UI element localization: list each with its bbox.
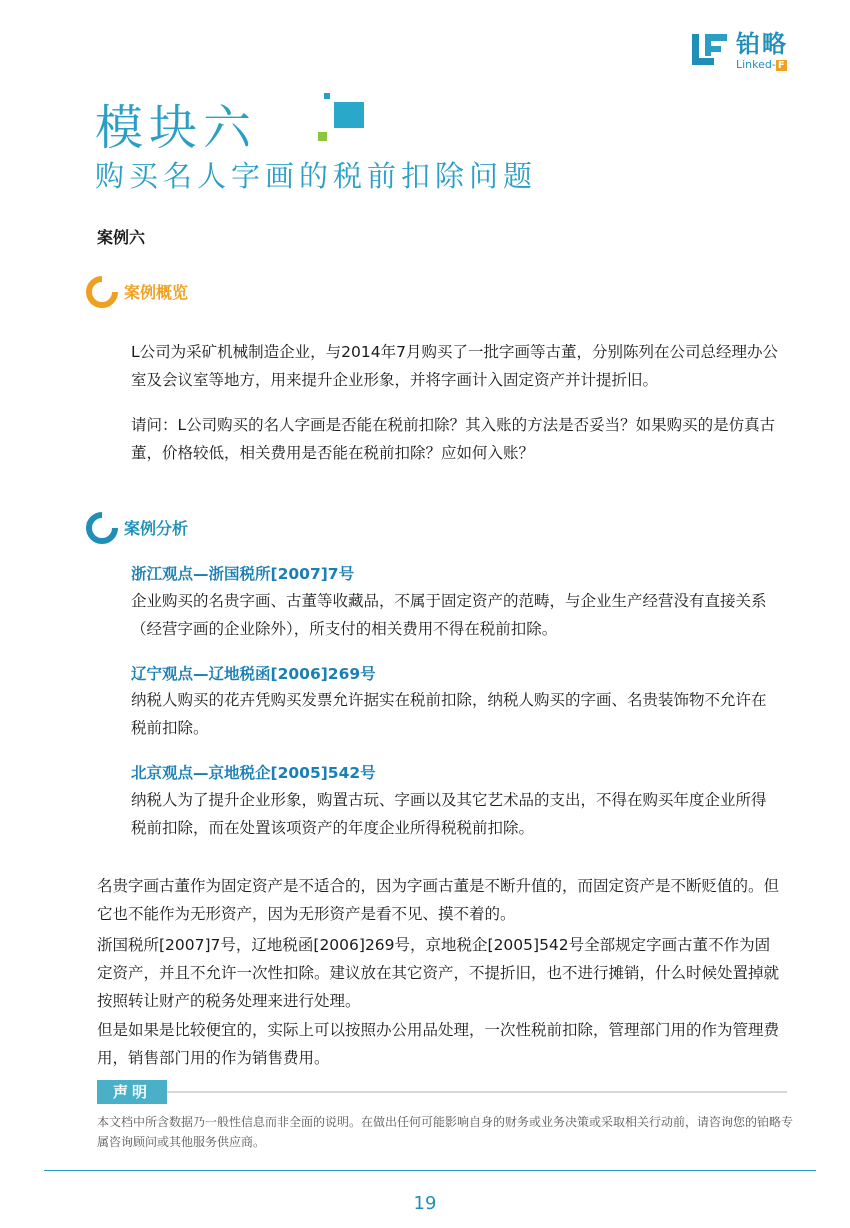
conclusion-paragraph-1: 名贵字画古董作为固定资产是不适合的，因为字画古董是不断升值的，而固定资产是不断贬值的。但它也不能作为无形资产，因为无形资产是看不见、摸不着的。 <box>97 877 780 923</box>
view-title-liaoning: 辽宁观点—辽地税函[2006]269号 <box>131 665 376 683</box>
view-text-zhejiang: 企业购买的名贵字画、古董等收藏品，不属于固定资产的范畴，与企业生产经营没有直接关系（经营字画的企业除外），所支付的相关费用不得在税前扣除。 <box>131 592 767 638</box>
analysis-heading: 案例分析 <box>124 519 189 538</box>
logo-chinese-name: 铂略 <box>736 30 788 58</box>
overview-paragraph-2: 请问：L公司购买的名人字画是否能在税前扣除？其入账的方法是否妥当？如果购买的是仿真古董，价格较低，相关费用是否能在税前扣除？应如何入账？ <box>131 416 776 462</box>
statement-bar <box>97 1080 787 1102</box>
view-text-liaoning: 纳税人购买的花卉凭购买发票允许据实在税前扣除，纳税人购买的字画、名贵装饰物不允许在税前扣除。 <box>131 691 767 737</box>
statement-divider <box>97 1091 787 1093</box>
conclusion-paragraph-2: 浙国税所[2007]7号，辽地税函[2006]269号，京地税企[2005]542号全部规定字画古董不作为固定资产，并且不允许一次性扣除。建议放在其它资产，不提折旧，也不进行摊销，什么时候处置掉就按照转让财产的税务处理来进行处理。 <box>97 936 780 1010</box>
view-title-zhejiang: 浙江观点—浙国税所[2007]7号 <box>131 565 355 583</box>
overview-paragraph-1: L公司为采矿机械制造企业，与2014年7月购买了一批字画等古董，分别陈列在公司总经理办公室及会议室等地方，用来提升企业形象，并将字画计入固定资产并计提折旧。 <box>131 343 778 389</box>
linked-f-logo-icon <box>690 32 730 70</box>
page-number: 19 <box>413 1193 437 1214</box>
statement-label: 声明 <box>97 1080 167 1104</box>
blue-ring-icon <box>86 512 118 544</box>
module-title: 模块六 <box>95 100 258 156</box>
footer-divider <box>44 1170 816 1171</box>
company-logo <box>690 30 810 74</box>
view-title-beijing: 北京观点—京地税企[2005]542号 <box>131 764 376 782</box>
statement-text: 本文档中所含数据乃一般性信息而非全面的说明。在做出任何可能影响自身的财务或业务决策或采取相关行动前，请咨询您的铂略专属咨询顾问或其他服务供应商。 <box>97 1115 794 1149</box>
conclusion-paragraph-3: 但是如果是比较便宜的，实际上可以按照办公用品处理，一次性税前扣除，管理部门用的作为管理费用，销售部门用的作为销售费用。 <box>97 1021 780 1067</box>
logo-english-name <box>736 59 787 71</box>
module-subtitle: 购买名人字画的税前扣除问题 <box>95 159 538 193</box>
case-label: 案例六 <box>97 228 146 247</box>
orange-ring-icon <box>86 276 118 308</box>
logo-english-text: Linked- <box>736 58 776 71</box>
view-text-beijing: 纳税人为了提升企业形象，购置古玩、字画以及其它艺术品的支出，不得在购买年度企业所得税前扣除，而在处置该项资产的年度企业所得税税前扣除。 <box>131 791 767 837</box>
overview-heading: 案例概览 <box>124 283 189 302</box>
decorative-squares-icon <box>318 92 368 148</box>
logo-f-badge: F <box>777 60 785 71</box>
